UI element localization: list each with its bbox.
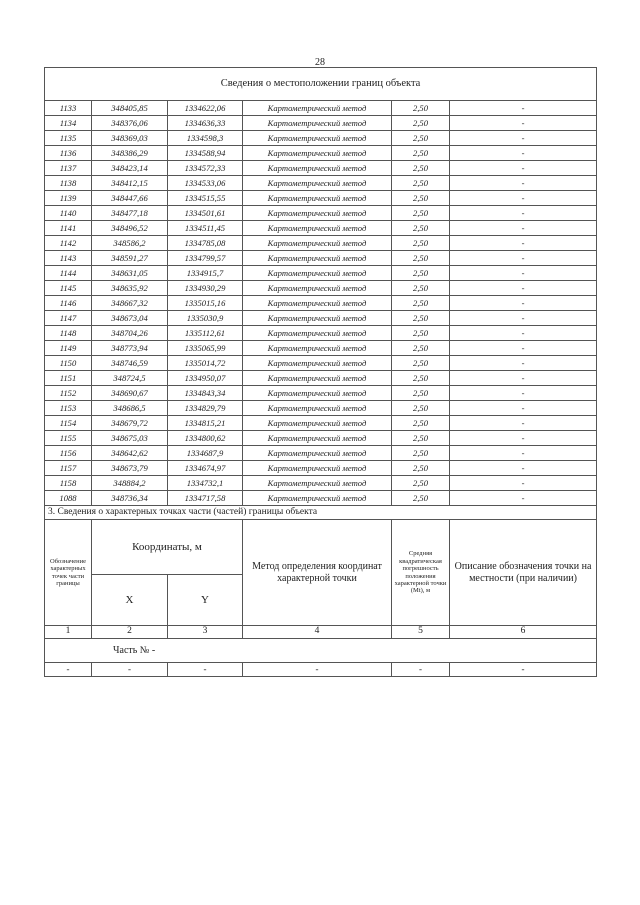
table-row [45, 431, 597, 446]
point-number-cell: 1138 [45, 176, 92, 191]
method-cell: Картометрический метод [243, 491, 392, 506]
y-coordinate-cell: 1334829,79 [168, 401, 243, 416]
point-number-cell: 1154 [45, 416, 92, 431]
point-number-cell: 1152 [45, 386, 92, 401]
x-coordinate-cell: 348686,5 [92, 401, 168, 416]
x-coordinate-cell: 348369,03 [92, 131, 168, 146]
x-coordinate-cell: 348675,03 [92, 431, 168, 446]
x-coordinate-cell: 348496,52 [92, 221, 168, 236]
point-number-cell: 1136 [45, 146, 92, 161]
accuracy-cell: 2,50 [392, 386, 450, 401]
table-row [45, 131, 597, 146]
method-cell: Картометрический метод [243, 431, 392, 446]
part-row [45, 639, 597, 663]
description-cell: - [450, 116, 597, 131]
method-cell: Картометрический метод [243, 206, 392, 221]
point-number-cell: 1143 [45, 251, 92, 266]
method-cell: Картометрический метод [243, 401, 392, 416]
y-coordinate-cell: 1335014,72 [168, 356, 243, 371]
point-number-cell: 1144 [45, 266, 92, 281]
description-cell: - [450, 416, 597, 431]
table-row [45, 116, 597, 131]
column-numbers-row [45, 626, 597, 639]
x-coordinate-cell: 348673,04 [92, 311, 168, 326]
table-row [45, 221, 597, 236]
table-row [45, 266, 597, 281]
y-coordinate-cell: 1334843,34 [168, 386, 243, 401]
accuracy-cell: 2,50 [392, 101, 450, 116]
x-coordinate-cell: 348673,79 [92, 461, 168, 476]
point-number-cell: 1148 [45, 326, 92, 341]
method-cell: Картометрический метод [243, 176, 392, 191]
table-row [45, 326, 597, 341]
section-title: Сведения о местоположении границ объекта [45, 68, 597, 101]
description-cell: - [450, 131, 597, 146]
y-coordinate-cell: 1334636,33 [168, 116, 243, 131]
y-coordinate-cell: 1334800,62 [168, 431, 243, 446]
point-number-cell: 1157 [45, 461, 92, 476]
accuracy-cell: 2,50 [392, 146, 450, 161]
table-row [45, 281, 597, 296]
accuracy-cell: 2,50 [392, 281, 450, 296]
accuracy-cell: 2,50 [392, 251, 450, 266]
table-row [45, 386, 597, 401]
y-coordinate-cell: 1334930,29 [168, 281, 243, 296]
x-coordinate-cell: 348631,05 [92, 266, 168, 281]
table-row [45, 401, 597, 416]
description-cell: - [450, 176, 597, 191]
empty-cell: - [450, 663, 597, 677]
y-coordinate-cell: 1335015,16 [168, 296, 243, 311]
table-row [45, 101, 597, 116]
description-cell: - [450, 221, 597, 236]
method-cell: Картометрический метод [243, 296, 392, 311]
header-x: X [92, 575, 168, 626]
method-cell: Картометрический метод [243, 311, 392, 326]
accuracy-cell: 2,50 [392, 401, 450, 416]
y-coordinate-cell: 1334533,06 [168, 176, 243, 191]
table-row [45, 356, 597, 371]
y-coordinate-cell: 1334785,08 [168, 236, 243, 251]
description-cell: - [450, 266, 597, 281]
x-coordinate-cell: 348423,14 [92, 161, 168, 176]
x-coordinate-cell: 348884,2 [92, 476, 168, 491]
y-coordinate-cell: 1334799,57 [168, 251, 243, 266]
method-cell: Картометрический метод [243, 251, 392, 266]
method-cell: Картометрический метод [243, 116, 392, 131]
y-coordinate-cell: 1335030,9 [168, 311, 243, 326]
table-row [45, 146, 597, 161]
description-cell: - [450, 206, 597, 221]
point-number-cell: 1145 [45, 281, 92, 296]
y-coordinate-cell: 1334588,94 [168, 146, 243, 161]
point-number-cell: 1133 [45, 101, 92, 116]
accuracy-cell: 2,50 [392, 356, 450, 371]
x-coordinate-cell: 348477,18 [92, 206, 168, 221]
description-cell: - [450, 236, 597, 251]
description-cell: - [450, 371, 597, 386]
table-row [45, 371, 597, 386]
description-cell: - [450, 161, 597, 176]
col-number: 5 [392, 626, 450, 639]
table-row [45, 476, 597, 491]
y-coordinate-cell: 1334687,9 [168, 446, 243, 461]
point-number-cell: 1146 [45, 296, 92, 311]
section-header-row [45, 68, 597, 101]
method-cell: Картометрический метод [243, 386, 392, 401]
method-cell: Картометрический метод [243, 371, 392, 386]
page-number: 28 [315, 57, 325, 68]
x-coordinate-cell: 348679,72 [92, 416, 168, 431]
table-row [45, 251, 597, 266]
y-coordinate-cell: 1334674,97 [168, 461, 243, 476]
description-cell: - [450, 296, 597, 311]
col-number: 3 [168, 626, 243, 639]
empty-cell: - [45, 663, 92, 677]
accuracy-cell: 2,50 [392, 131, 450, 146]
empty-cell: - [168, 663, 243, 677]
point-number-cell: 1156 [45, 446, 92, 461]
method-cell: Картометрический метод [243, 191, 392, 206]
description-cell: - [450, 101, 597, 116]
header-coordinates: Координаты, м [92, 520, 243, 575]
y-coordinate-cell: 1334572,33 [168, 161, 243, 176]
x-coordinate-cell: 348773,94 [92, 341, 168, 356]
accuracy-cell: 2,50 [392, 416, 450, 431]
description-cell: - [450, 311, 597, 326]
table-row [45, 341, 597, 356]
method-cell: Картометрический метод [243, 101, 392, 116]
x-coordinate-cell: 348642,62 [92, 446, 168, 461]
accuracy-cell: 2,50 [392, 191, 450, 206]
description-cell: - [450, 476, 597, 491]
point-number-cell: 1158 [45, 476, 92, 491]
table-row [45, 176, 597, 191]
x-coordinate-cell: 348690,67 [92, 386, 168, 401]
y-coordinate-cell: 1335065,99 [168, 341, 243, 356]
point-number-cell: 1141 [45, 221, 92, 236]
x-coordinate-cell: 348724,5 [92, 371, 168, 386]
empty-data-row [45, 663, 597, 677]
col-number: 4 [243, 626, 392, 639]
x-coordinate-cell: 348586,2 [92, 236, 168, 251]
col-number: 2 [92, 626, 168, 639]
method-cell: Картометрический метод [243, 341, 392, 356]
method-cell: Картометрический метод [243, 131, 392, 146]
description-cell: - [450, 146, 597, 161]
table-row [45, 416, 597, 431]
point-number-cell: 1153 [45, 401, 92, 416]
description-cell: - [450, 251, 597, 266]
x-coordinate-cell: 348704,26 [92, 326, 168, 341]
accuracy-cell: 2,50 [392, 311, 450, 326]
empty-cell: - [392, 663, 450, 677]
point-number-cell: 1142 [45, 236, 92, 251]
header-accuracy: Средняя квадратическая погрешность положения характерной точки (Mt), м [392, 520, 450, 626]
method-cell: Картометрический метод [243, 161, 392, 176]
y-coordinate-cell: 1334915,7 [168, 266, 243, 281]
y-coordinate-cell: 1334501,61 [168, 206, 243, 221]
point-number-cell: 1134 [45, 116, 92, 131]
description-cell: - [450, 386, 597, 401]
point-number-cell: 1088 [45, 491, 92, 506]
part-label: Часть № - [45, 639, 597, 663]
document-table-container [44, 67, 596, 677]
accuracy-cell: 2,50 [392, 116, 450, 131]
table-row [45, 446, 597, 461]
x-coordinate-cell: 348591,27 [92, 251, 168, 266]
description-cell: - [450, 281, 597, 296]
header-y: Y [168, 575, 243, 626]
method-cell: Картометрический метод [243, 416, 392, 431]
description-cell: - [450, 446, 597, 461]
method-cell: Картометрический метод [243, 476, 392, 491]
y-coordinate-cell: 1334598,3 [168, 131, 243, 146]
x-coordinate-cell: 348667,32 [92, 296, 168, 311]
description-cell: - [450, 326, 597, 341]
table-row [45, 491, 597, 506]
accuracy-cell: 2,50 [392, 371, 450, 386]
accuracy-cell: 2,50 [392, 446, 450, 461]
boundary-table [44, 67, 597, 677]
description-cell: - [450, 401, 597, 416]
header-description: Описание обозначения точки на местности (при наличии) [450, 520, 597, 626]
method-cell: Картометрический метод [243, 461, 392, 476]
header-method: Метод определения координат характерной точки [243, 520, 392, 626]
table-row [45, 206, 597, 221]
table-row [45, 191, 597, 206]
method-cell: Картометрический метод [243, 221, 392, 236]
table-row [45, 236, 597, 251]
description-cell: - [450, 461, 597, 476]
y-coordinate-cell: 1335112,61 [168, 326, 243, 341]
header-point-designation: Обозначение характерных точек части границы [45, 520, 92, 626]
y-coordinate-cell: 1334950,07 [168, 371, 243, 386]
table-row [45, 161, 597, 176]
x-coordinate-cell: 348405,85 [92, 101, 168, 116]
description-cell: - [450, 431, 597, 446]
x-coordinate-cell: 348746,59 [92, 356, 168, 371]
x-coordinate-cell: 348736,34 [92, 491, 168, 506]
x-coordinate-cell: 348447,66 [92, 191, 168, 206]
method-cell: Картометрический метод [243, 146, 392, 161]
x-coordinate-cell: 348412,15 [92, 176, 168, 191]
point-number-cell: 1147 [45, 311, 92, 326]
accuracy-cell: 2,50 [392, 206, 450, 221]
point-number-cell: 1149 [45, 341, 92, 356]
section3-title: 3. Сведения о характерных точках части (частей) границы объекта [45, 506, 597, 520]
accuracy-cell: 2,50 [392, 491, 450, 506]
description-cell: - [450, 191, 597, 206]
col-number: 1 [45, 626, 92, 639]
description-cell: - [450, 341, 597, 356]
description-cell: - [450, 356, 597, 371]
accuracy-cell: 2,50 [392, 431, 450, 446]
table-row [45, 461, 597, 476]
accuracy-cell: 2,50 [392, 461, 450, 476]
point-number-cell: 1140 [45, 206, 92, 221]
point-number-cell: 1135 [45, 131, 92, 146]
method-cell: Картометрический метод [243, 266, 392, 281]
accuracy-cell: 2,50 [392, 221, 450, 236]
table-row [45, 311, 597, 326]
empty-cell: - [92, 663, 168, 677]
point-number-cell: 1151 [45, 371, 92, 386]
x-coordinate-cell: 348376,06 [92, 116, 168, 131]
y-coordinate-cell: 1334717,58 [168, 491, 243, 506]
method-cell: Картометрический метод [243, 281, 392, 296]
y-coordinate-cell: 1334515,55 [168, 191, 243, 206]
table-row [45, 296, 597, 311]
point-number-cell: 1155 [45, 431, 92, 446]
point-number-cell: 1137 [45, 161, 92, 176]
method-cell: Картометрический метод [243, 236, 392, 251]
y-coordinate-cell: 1334815,21 [168, 416, 243, 431]
accuracy-cell: 2,50 [392, 236, 450, 251]
point-number-cell: 1139 [45, 191, 92, 206]
x-coordinate-cell: 348635,92 [92, 281, 168, 296]
accuracy-cell: 2,50 [392, 266, 450, 281]
method-cell: Картометрический метод [243, 326, 392, 341]
y-coordinate-cell: 1334732,1 [168, 476, 243, 491]
header-row-1 [45, 520, 597, 575]
accuracy-cell: 2,50 [392, 326, 450, 341]
accuracy-cell: 2,50 [392, 296, 450, 311]
method-cell: Картометрический метод [243, 446, 392, 461]
accuracy-cell: 2,50 [392, 341, 450, 356]
accuracy-cell: 2,50 [392, 476, 450, 491]
method-cell: Картометрический метод [243, 356, 392, 371]
y-coordinate-cell: 1334511,45 [168, 221, 243, 236]
point-number-cell: 1150 [45, 356, 92, 371]
description-cell: - [450, 491, 597, 506]
empty-cell: - [243, 663, 392, 677]
x-coordinate-cell: 348386,29 [92, 146, 168, 161]
col-number: 6 [450, 626, 597, 639]
accuracy-cell: 2,50 [392, 161, 450, 176]
section3-row [45, 506, 597, 520]
accuracy-cell: 2,50 [392, 176, 450, 191]
y-coordinate-cell: 1334622,06 [168, 101, 243, 116]
